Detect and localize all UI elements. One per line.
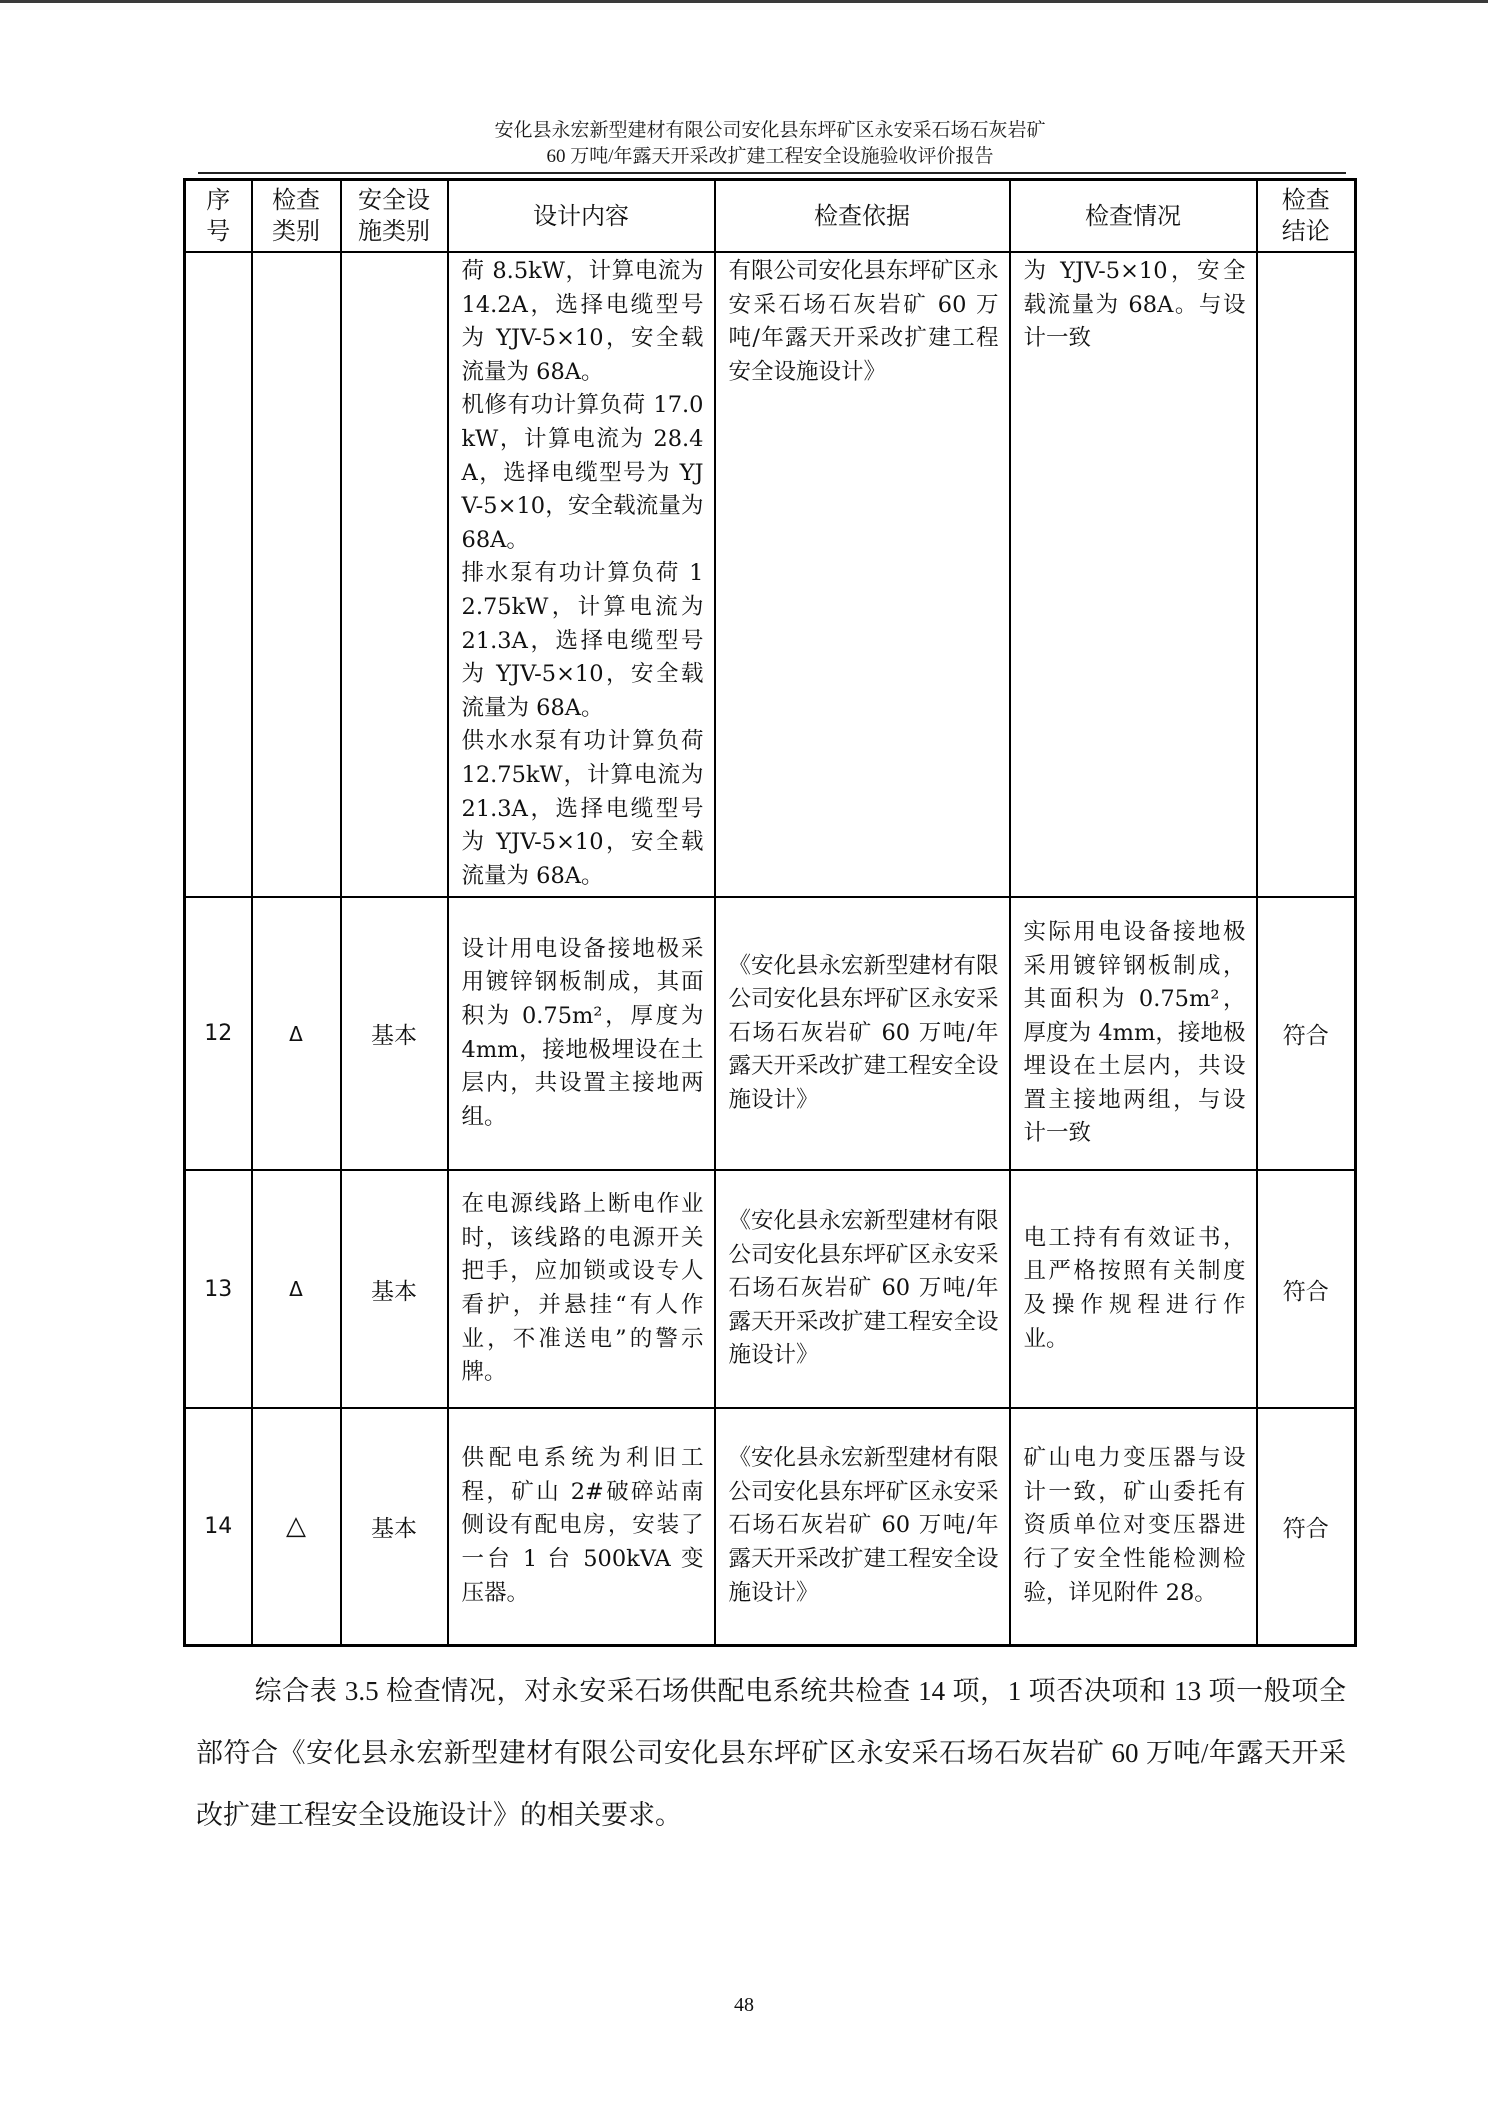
cell-check-type (252, 252, 341, 897)
cell-design (448, 252, 715, 897)
cell-conclusion: 符合 (1257, 897, 1356, 1170)
cell-no: 14 (185, 1408, 252, 1645)
basis-text: 《安化县永宏新型建材有限公司安化县东坪矿区永安采石场石灰岩矿 60 万吨/年露天开采改扩建工程安全设施设计》 (728, 1445, 999, 1606)
cell-basis (715, 897, 1010, 1170)
column-header-basis: 检查依据 (715, 180, 1010, 253)
running-header-line-2: 60 万吨/年露天开采改扩建工程安全设施验收评价报告 (546, 146, 994, 167)
basis-text: 《安化县永宏新型建材有限公司安化县东坪矿区永安采石场石灰岩矿 60 万吨/年露天开采改扩建工程安全设施设计》 (728, 1208, 999, 1369)
cell-facility-type: 基本 (341, 897, 448, 1170)
cell-conclusion: 符合 (1257, 1408, 1356, 1645)
cell-facility-type (341, 252, 448, 897)
design-text: 设计用电设备接地极采用镀锌钢板制成，其面积为 0.75m²，厚度为 4mm，接地极埋设在土层内，共设置主接地两组。 (461, 935, 704, 1130)
cell-check-type: △ (252, 1408, 341, 1645)
cell-no: 12 (185, 897, 252, 1170)
status-text: 为 YJV-5×10，安全载流量为 68A。与设计一致 (1023, 258, 1246, 352)
cell-design (448, 897, 715, 1170)
page-top-border (0, 0, 1488, 3)
basis-text: 《安化县永宏新型建材有限公司安化县东坪矿区永安采石场石灰岩矿 60 万吨/年露天开采改扩建工程安全设施设计》 (728, 952, 999, 1113)
running-header-line-1: 安化县永宏新型建材有限公司安化县东坪矿区永安采石场石灰岩矿 (494, 120, 1046, 141)
cell-basis (715, 252, 1010, 897)
cell-basis (715, 1408, 1010, 1645)
status-text: 电工持有有效证书，且严格按照有关制度及操作规程进行作业。 (1023, 1224, 1246, 1352)
table-row (185, 1170, 1356, 1408)
table-row (185, 897, 1356, 1170)
column-header-design: 设计内容 (448, 180, 715, 253)
status-text: 矿山电力变压器与设计一致，矿山委托有资质单位对变压器进行了安全性能检测检验，详见附件 28。 (1023, 1445, 1246, 1606)
cell-status (1010, 897, 1257, 1170)
cell-design (448, 1408, 715, 1645)
cell-facility-type: 基本 (341, 1170, 448, 1408)
cell-basis (715, 1170, 1010, 1408)
cell-status (1010, 252, 1257, 897)
cell-check-type: Δ (252, 1170, 341, 1408)
summary-text: 综合表 3.5 检查情况，对永安采石场供配电系统共检查 14 项，1 项否决项和 13 项一般项全部符合《安化县永宏新型建材有限公司安化县东坪矿区永安采石场石灰岩矿 60 万吨/年露天开采改扩建工程安全设施设计》的相关要求。 (196, 1676, 1346, 1830)
table-header-row (185, 180, 1356, 253)
cell-no: 13 (185, 1170, 252, 1408)
cell-status (1010, 1170, 1257, 1408)
column-header-no: 序 号 (185, 180, 252, 253)
design-text: 在电源线路上断电作业时，该线路的电源开关把手，应加锁或设专人看护，并悬挂“有人作业，不准送电”的警示牌。 (461, 1191, 704, 1386)
table-row (185, 252, 1356, 897)
page-number: 48 (734, 1994, 754, 2016)
design-text: 荷 8.5kW，计算电流为 14.2A，选择电缆型号为 YJV-5×10，安全载流量为 68A。 机修有功计算负荷 17.0kW，计算电流为 28.4A，选择电缆型号为 YJV-5×10，安全载流量为 68A。 排水泵有功计算负荷 12.75kW，计算电流为 21.3A，选择电缆型号为 YJV-5×10，安全载流量为 68A。 供水水泵有功计算负荷 12.75kW，计算电流为 21.3A，选择电缆型号为 YJV-5×10，安全载流量为 68A。 (461, 258, 704, 889)
running-header (300, 118, 1240, 170)
table-row (185, 1408, 1356, 1645)
column-header-status: 检查情况 (1010, 180, 1257, 253)
cell-facility-type: 基本 (341, 1408, 448, 1645)
status-text: 实际用电设备接地极采用镀锌钢板制成，其面积为 0.75m²，厚度为 4mm，接地极埋设在土层内，共设置主接地两组，与设计一致 (1023, 918, 1246, 1147)
header-rule (198, 172, 1346, 174)
column-header-conclusion: 检查 结论 (1257, 180, 1356, 253)
cell-design (448, 1170, 715, 1408)
column-header-facility-type: 安全设 施类别 (341, 180, 448, 253)
inspection-table (183, 178, 1357, 1647)
cell-conclusion: 符合 (1257, 1170, 1356, 1408)
design-text: 供配电系统为利旧工程，矿山 2#破碎站南侧设有配电房，安装了一台 1 台 500kVA 变压器。 (461, 1445, 704, 1606)
column-header-check-type: 检查 类别 (252, 180, 341, 253)
cell-check-type: Δ (252, 897, 341, 1170)
cell-status (1010, 1408, 1257, 1645)
basis-text: 有限公司安化县东坪矿区永安采石场石灰岩矿 60 万吨/年露天开采改扩建工程安全设施设计》 (728, 258, 999, 385)
cell-no (185, 252, 252, 897)
cell-conclusion (1257, 252, 1356, 897)
summary-paragraph (196, 1660, 1346, 1846)
